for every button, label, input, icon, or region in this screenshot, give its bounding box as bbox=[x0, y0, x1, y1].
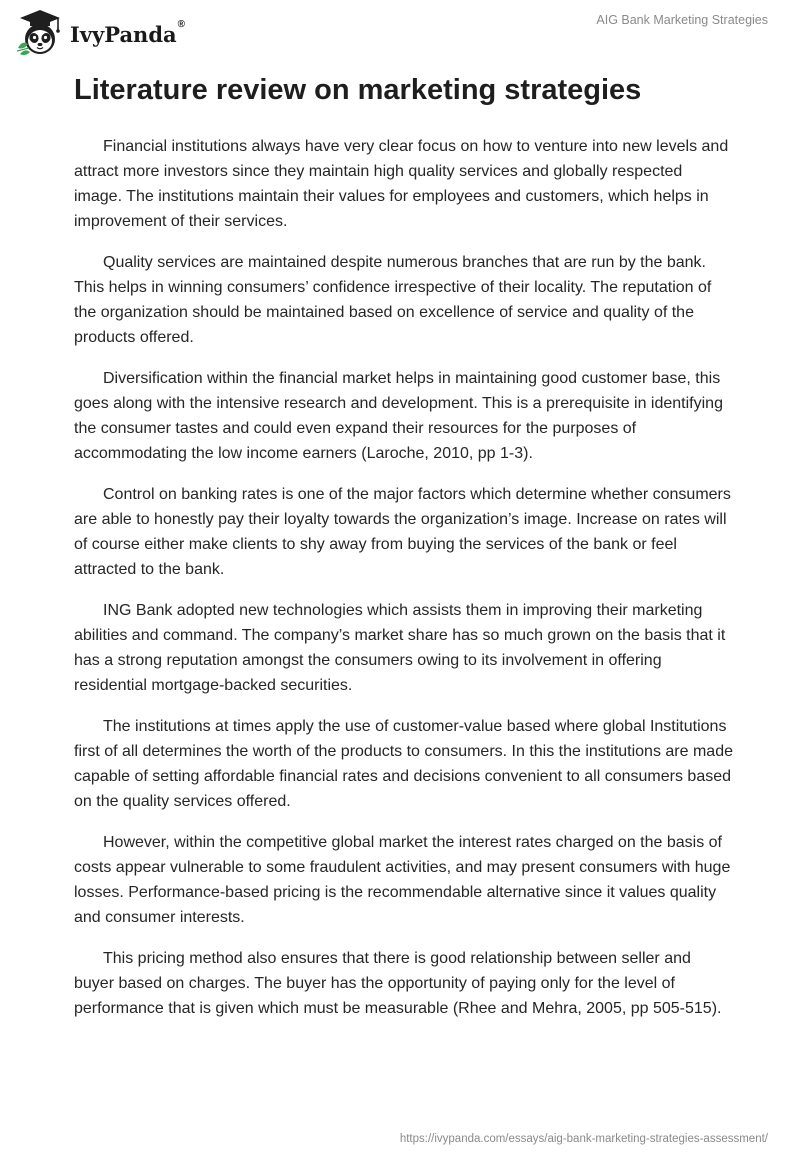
source-url[interactable]: https://ivypanda.com/essays/aig-bank-marketing-strategies-assessment/ bbox=[399, 1133, 768, 1145]
logo-wordmark: IvyPanda® bbox=[70, 18, 185, 47]
paragraph: The institutions at times apply the use of customer-value based where global Institutions first of all determines the worth of the products to consumers. In this the institutions are made capable of setting affordable financial rates and decisions convenient to all consumers based on the quality services offered. bbox=[74, 718, 733, 810]
paragraph: This pricing method also ensures that there is good relationship between seller and buyer based on charges. The buyer has the opportunity of paying only for the level of performance that is given which must be measurable (Rhee and Mehra, 2005, pp 505-515). bbox=[74, 950, 722, 1017]
paragraph: Financial institutions always have very clear focus on how to venture into new levels and attract more investors since they maintain high quality services and globally respected image. The institutions maintain their values for employees and customers, which helps in improvement of their services. bbox=[74, 138, 729, 230]
paragraph: ING Bank adopted new technologies which assists them in improving their marketing abilities and command. The company’s market share has so much grown on the basis that it has a strong reputation amongst the consumers owing to its involvement in offering residential mortgage-backed securities. bbox=[74, 602, 726, 694]
document-body bbox=[74, 134, 734, 1037]
paragraph: Control on banking rates is one of the major factors which determine whether consumers are able to honestly pay their loyalty towards the organization’s image. Increase on rates will of course either make clients to shy away from buying the services of the bank or feel attracted to the bank. bbox=[74, 486, 731, 578]
ivypanda-logo[interactable] bbox=[14, 8, 185, 58]
running-title: AIG Bank Marketing Strategies bbox=[596, 13, 768, 27]
registered-mark: ® bbox=[177, 18, 185, 30]
panda-mascot-icon bbox=[14, 8, 66, 58]
paragraph: Quality services are maintained despite numerous branches that are run by the bank. This helps in winning consumers’ confidence irrespective of their locality. The reputation of the organization should be maintained based on excellence of service and quality of the products offered. bbox=[74, 254, 712, 346]
page-title: Literature review on marketing strategies bbox=[74, 74, 642, 106]
page-header bbox=[0, 0, 800, 60]
paragraph: However, within the competitive global market the interest rates charged on the basis of costs appear vulnerable to some fraudulent activities, and may present consumers with huge losses. Performance-based pricing is the recommendable alternative since it values quality and consumer interests. bbox=[74, 834, 731, 926]
paragraph: Diversification within the financial market helps in maintaining good customer base, this goes along with the intensive research and development. This is a prerequisite in identifying the consumer tastes and could even expand their resources for the purposes of accommodating the low income earners (Laroche, 2010, pp 1-3). bbox=[74, 370, 723, 462]
